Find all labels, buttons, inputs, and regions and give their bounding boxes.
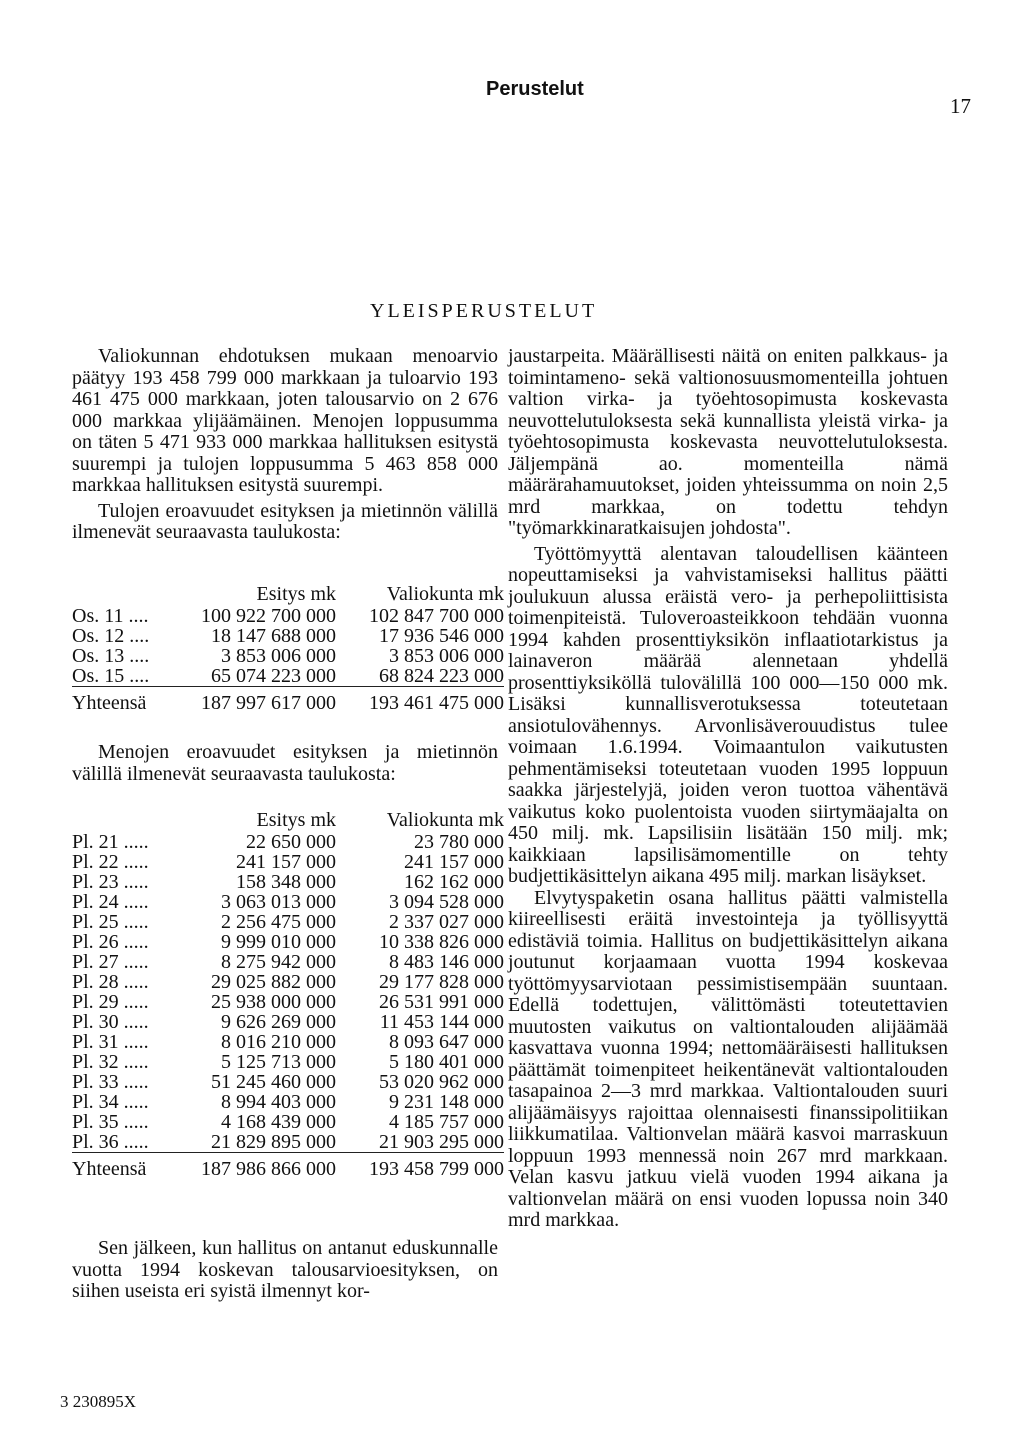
footer-code: 3 230895X [60,1392,137,1411]
expense-header-esitys: Esitys mk [256,809,336,831]
valiokunta-value: 53 020 962 000 [379,1071,504,1093]
valiokunta-value: 5 180 401 000 [389,1051,504,1073]
expense-table [72,808,504,1179]
row-label: Pl. 29 ..... [72,991,149,1013]
valiokunta-value: 4 185 757 000 [389,1111,504,1133]
row-label: Pl. 35 ..... [72,1111,149,1133]
valiokunta-value: 11 453 144 000 [379,1011,504,1033]
table-row [72,666,504,687]
right-paragraph-3: Elvytyspaketin osana hallitus päätti valmistella kiireellisesti eräitä investointeja ja työllisyyttä edistäviä toimia. Hallitus on budjettikäsittelyn aikana joutunut korjaamaan vuotta 1994 koskevaa työttömyysarviotaan pessimistisempään suuntaan. Edellä todettujen, välittömästi toteutettavien muutosten vaikutus on valtiontalouden alijäämää kasvattava vuonna 1994; nettomääräisesti hallituksen päättämät toimenpiteet heikentänevät valtiontalouden tasapainoa 2—3 mrd markkaa. Valtiontalouden suuri alijäämäisyys rajoittaa olennaisesti finanssipolitiikan liikkumatilaa. Valtionvelan määrä kasvoi marraskuun loppuun 1993 mennessä noin 267 mrd markkaan. Velan kasvu jatkuu vielä vuoden 1994 aikana ja valtionvelan määrä on ensi vuoden lopussa noin 340 mrd markkaa. [508,886,948,1231]
table-row [72,952,504,972]
expense-intro-block [72,742,498,785]
table-row [72,912,504,932]
valiokunta-value: 241 157 000 [404,851,504,873]
section-heading: YLEISPERUSTELUT [370,300,598,322]
esitys-value: 21 829 895 000 [184,1132,336,1153]
row-label: Pl. 26 ..... [72,931,149,953]
esitys-value: 65 074 223 000 [184,666,336,687]
table-total-row [72,687,504,714]
valiokunta-value: 102 847 700 000 [369,605,504,627]
row-label: Os. 13 .... [72,645,150,667]
expense-intro-paragraph: Menojen eroavuudet esityksen ja mietinnön välillä ilmenevät seuraavasta taulukosta: [72,741,498,785]
esitys-value: 9 999 010 000 [221,931,336,953]
row-label: Pl. 36 ..... [72,1132,184,1153]
valiokunta-value: 9 231 148 000 [389,1091,504,1113]
esitys-value: 2 256 475 000 [221,911,336,933]
esitys-value: 8 016 210 000 [221,1031,336,1053]
total-esitys: 187 986 866 000 [201,1158,336,1180]
esitys-value: 241 157 000 [236,851,336,873]
esitys-value: 5 125 713 000 [221,1051,336,1073]
valiokunta-value: 3 094 528 000 [389,891,504,913]
table-row [72,832,504,852]
row-label: Pl. 22 ..... [72,851,149,873]
table-row [72,646,504,666]
revenue-intro-paragraph: Tulojen eroavuudet esityksen ja mietinnön välillä ilmenevät seuraavasta taulukosta: [72,499,498,543]
intro-paragraph: Valiokunnan ehdotuksen mukaan menoarvio päätyy 193 458 799 000 markkaan ja tuloarvio 193 461 475 000 markkaan, joten talousarvio on 2 676 000 markkaa ylijäämäinen. Menojen loppusumma on täten 5 471 933 000 markkaa hallituksen esitystä suurempi ja tulojen loppusumma 5 463 858 000 markkaa hallituksen esitystä suurempi. [72,345,498,496]
valiokunta-value: 26 531 991 000 [379,991,504,1013]
table-row [72,1112,504,1132]
row-label: Pl. 25 ..... [72,911,149,933]
table-row [72,972,504,992]
esitys-value: 3 063 013 000 [221,891,336,913]
table-row [72,626,504,646]
table-row [72,1032,504,1052]
valiokunta-value: 29 177 828 000 [379,971,504,993]
esitys-value: 158 348 000 [236,871,336,893]
table-row [72,1012,504,1032]
row-label: Os. 15 .... [72,666,184,687]
table-total-row [72,1153,504,1180]
valiokunta-value: 21 903 295 000 [336,1132,504,1153]
total-label: Yhteensä [72,692,147,714]
closing-paragraph: Sen jälkeen, kun hallitus on antanut eduskunnalle vuotta 1994 koskevan talousarvioesityksen, on siihen useista eri syistä ilmennyt kor- [72,1237,498,1302]
right-paragraph-2: Työttömyyttä alentavan taloudellisen käänteen nopeuttamiseksi ja vahvistamiseksi hallitus päätti joulukuun alussa eräistä vero- ja perhepoliittisista toimenpiteistä. Tuloveroasteikkoon tehdään vuonna 1994 kahden prosenttiyksikön inflaatiotarkistus ja lainaveron määrää alennetaan yhdellä prosenttiyksiköllä tulovälillä 100 000—150 000 mk. Lisäksi kunnallisverotuksessa toteutetaan ansiotulovähennys. Arvonlisäverouudistus tulee voimaan 1.6.1994. Voimaantulon vaikutusten pehmentämiseksi toteutetaan vuoden 1995 loppuun saakka järjestelyjä, joiden veron tuottoa vähentävä vaikutus koko puolentoista vuoden siirtymäajalta on 450 milj. mk. Lapsilisiin lisätään 150 milj. mk; kaikkiaan lapsilisämomentille on tehty budjettikäsittelyn aikana 495 milj. markan lisäykset. [508,542,948,887]
valiokunta-value: 68 824 223 000 [336,666,504,687]
expense-header-valiokunta: Valiokunta mk [386,809,504,831]
esitys-value: 4 168 439 000 [221,1111,336,1133]
revenue-header-valiokunta: Valiokunta mk [386,583,504,605]
esitys-value: 8 275 942 000 [221,951,336,973]
table-row [72,992,504,1012]
row-label: Pl. 34 ..... [72,1091,149,1113]
row-label: Os. 12 .... [72,625,150,647]
row-label: Pl. 23 ..... [72,871,149,893]
row-label: Pl. 28 ..... [72,971,149,993]
table-row [72,892,504,912]
valiokunta-value: 2 337 027 000 [389,911,504,933]
total-label: Yhteensä [72,1158,147,1180]
table-row [72,1072,504,1092]
table-row [72,1092,504,1112]
total-valiokunta: 193 461 475 000 [369,692,504,714]
row-label: Pl. 27 ..... [72,951,149,973]
esitys-value: 8 994 403 000 [221,1091,336,1113]
total-valiokunta: 193 458 799 000 [369,1158,504,1180]
page-number: 17 [950,94,971,118]
valiokunta-value: 3 853 006 000 [389,645,504,667]
table-row [72,606,504,626]
row-label: Pl. 24 ..... [72,891,149,913]
valiokunta-value: 8 483 146 000 [389,951,504,973]
row-label: Os. 11 .... [72,605,149,627]
table-row [72,1132,504,1153]
valiokunta-value: 8 093 647 000 [389,1031,504,1053]
valiokunta-value: 10 338 826 000 [379,931,504,953]
right-paragraph-1: jaustarpeita. Määrällisesti näitä on eniten palkkaus- ja toimintameno- sekä valtionosuusmomenteilla johtuen valtion virka- ja työehtosopimusta koskevasta neuvottelutuloksesta sekä kunnallista yleistä virka- ja työehtosopimusta koskevasta neuvottelutuloksesta. Jäljempänä ao. momenteilla nämä määrärahamuutokset, joiden yhteissumma on noin 2,5 mrd markkaa, on todettu tehdyn "työmarkkinaratkaisujen johdosta". [508,345,948,539]
revenue-table-wrapper [72,582,504,713]
row-label: Pl. 33 ..... [72,1071,149,1093]
left-column [72,346,498,544]
revenue-header-esitys: Esitys mk [256,583,336,605]
table-row [72,932,504,952]
table-row [72,852,504,872]
valiokunta-value: 162 162 000 [404,871,504,893]
total-esitys: 187 997 617 000 [201,692,336,714]
row-label: Pl. 31 ..... [72,1031,149,1053]
esitys-value: 51 245 460 000 [211,1071,336,1093]
esitys-value: 25 938 000 000 [211,991,336,1013]
table-row [72,872,504,892]
esitys-value: 3 853 006 000 [221,645,336,667]
esitys-value: 100 922 700 000 [201,605,336,627]
row-label: Pl. 30 ..... [72,1011,149,1033]
esitys-value: 22 650 000 [246,831,336,853]
esitys-value: 29 025 882 000 [211,971,336,993]
row-label: Pl. 32 ..... [72,1051,149,1073]
closing-block [72,1238,498,1303]
page-running-title: Perustelut [486,78,584,100]
expense-table-wrapper [72,808,504,1179]
esitys-value: 9 626 269 000 [221,1011,336,1033]
revenue-table [72,582,504,713]
valiokunta-value: 17 936 546 000 [379,625,504,647]
valiokunta-value: 23 780 000 [414,831,504,853]
table-row [72,1052,504,1072]
row-label: Pl. 21 ..... [72,831,149,853]
esitys-value: 18 147 688 000 [211,625,336,647]
right-column [508,346,948,1232]
